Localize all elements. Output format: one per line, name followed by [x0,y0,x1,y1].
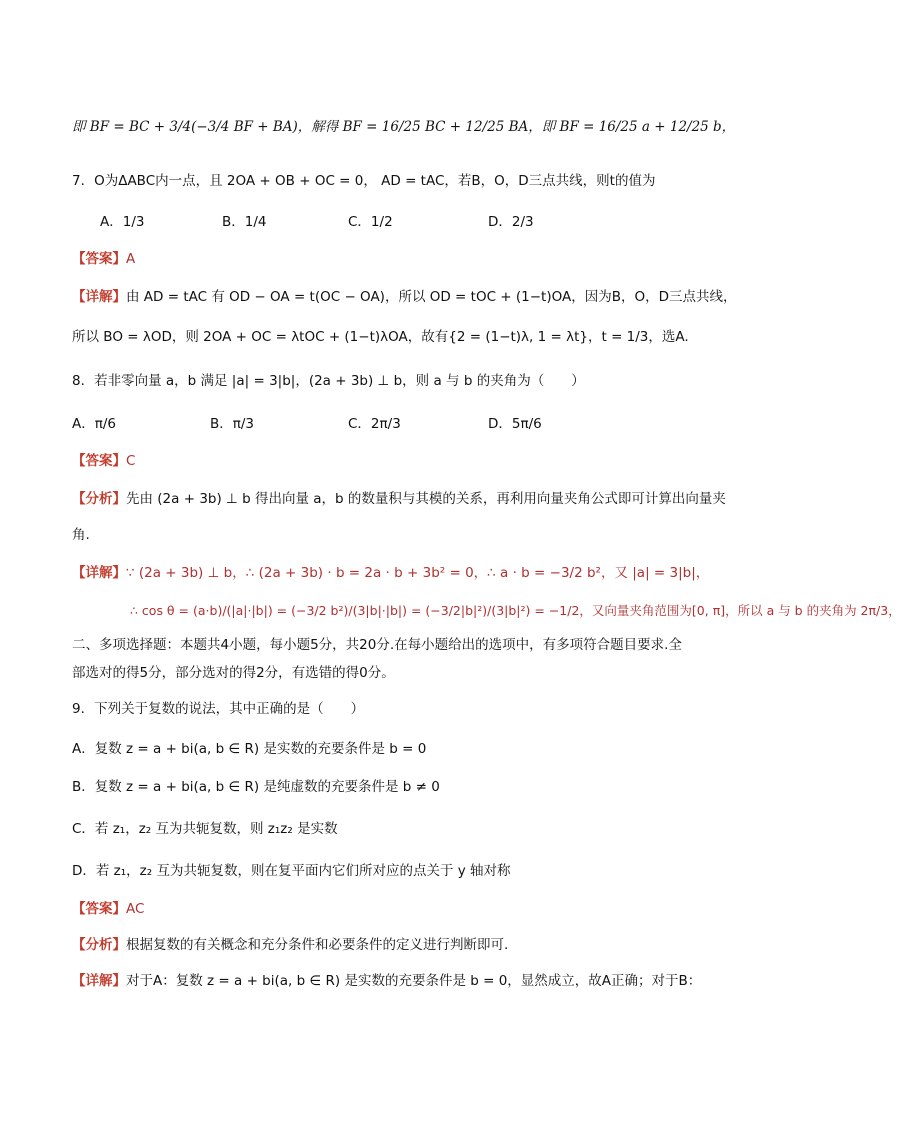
answer-value: AC [126,901,145,917]
answer-value: C [126,453,136,469]
question-9-analysis [72,934,732,956]
question-7-option-b: B．1/4 [222,214,267,230]
analysis-text: 先由 (2a + 3b) ⊥ b 得出向量 a，b 的数量积与其模的关系，再利用向量夹角公式即可计算出向量夹 [126,491,726,507]
question-7-detail-line-2: 所以 BO = λOD，则 2OA + OC = λtOC + (1−t)λOA，故有{2 = (1−t)λ, 1 = λt}，t = 1/3，选A. [72,329,689,345]
analysis-tag: 【分析】 [72,491,126,507]
detail-tag: 【详解】 [72,565,126,581]
question-9-option-d: D．若 z₁，z₂ 互为共轭复数，则在复平面内它们所对应的点关于 y 轴对称 [72,863,511,879]
answer-tag: 【答案】 [72,453,126,469]
detail-text: 由 AD = tAC 有 OD − OA = t(OC − OA)，所以 OD = tOC + (1−t)OA，因为B，O，D三点共线， [126,289,737,305]
question-7-stem: 7．O为ΔABC内一点，且 2OA + OB + OC = 0， AD = tAC，若B，O，D三点共线，则t的值为 [72,173,656,189]
question-9-option-a: A．复数 z = a + bi(a, b ∈ R) 是实数的充要条件是 b = 0 [72,741,427,757]
detail-tag: 【详解】 [72,289,126,305]
question-7-answer [72,248,732,270]
section-2-heading-line-1: 二、多项选择题：本题共4小题，每小题5分，共20分.在每小题给出的选项中，有多项符合题目要求.全 [72,637,682,653]
question-7-detail-line-1 [72,286,737,308]
answer-tag: 【答案】 [72,251,126,267]
detail-text: ∵ (2a + 3b) ⊥ b，∴ (2a + 3b) · b = 2a · b + 3b² = 0，∴ a · b = −3/2 b²，又 |a| = 3|b|， [126,565,710,581]
analysis-text: 根据复数的有关概念和充分条件和必要条件的定义进行判断即可. [126,937,509,953]
answer-value: A [126,251,136,267]
question-7-option-a: A．1/3 [100,214,145,230]
question-8-detail-line-1 [72,562,732,584]
question-8-analysis-line-1 [72,488,732,510]
question-8-option-d: D．5π/6 [488,416,542,432]
detail-text: 对于A：复数 z = a + bi(a, b ∈ R) 是实数的充要条件是 b = 0，显然成立，故A正确；对于B： [126,973,702,989]
question-8-detail-line-2: ∴ cos θ = (a·b)/(|a|·|b|) = (−3/2 b²)/(3|b|·|b|) = (−3/2|b|²)/(3|b|²) = −1/2，又向量夹角范围为[0, π]，所以 a 与 b 的夹角为 2π/3， [130,603,901,618]
section-2-heading-line-2: 部选对的得5分，部分选对的得2分，有选错的得0分。 [72,665,395,681]
question-8-option-c: C．2π/3 [348,416,401,432]
analysis-tag: 【分析】 [72,937,126,953]
question-8-answer [72,450,732,472]
question-8-analysis-line-2: 角. [72,527,90,543]
answer-tag: 【答案】 [72,901,126,917]
question-8-option-b: B．π/3 [210,416,255,432]
question-8-stem: 8．若非零向量 a，b 满足 |a| = 3|b|，(2a + 3b) ⊥ b，则 a 与 b 的夹角为（ ） [72,373,585,389]
text-line-bf-derivation: 即 BF = BC + 3/4(−3/4 BF + BA)，解得 BF = 16/25 BC + 12/25 BA，即 BF = 16/25 a + 12/25 b， [72,119,736,135]
question-9-option-b: B．复数 z = a + bi(a, b ∈ R) 是纯虚数的充要条件是 b ≠ 0 [72,779,440,795]
question-7-option-c: C．1/2 [348,214,393,230]
question-9-stem: 9．下列关于复数的说法，其中正确的是（ ） [72,701,365,717]
question-8-option-a: A．π/6 [72,416,117,432]
detail-tag: 【详解】 [72,973,126,989]
question-9-detail [72,970,732,992]
question-9-answer [72,898,732,920]
question-9-option-c: C．若 z₁，z₂ 互为共轭复数，则 z₁z₂ 是实数 [72,821,338,837]
question-7-option-d: D．2/3 [488,214,534,230]
